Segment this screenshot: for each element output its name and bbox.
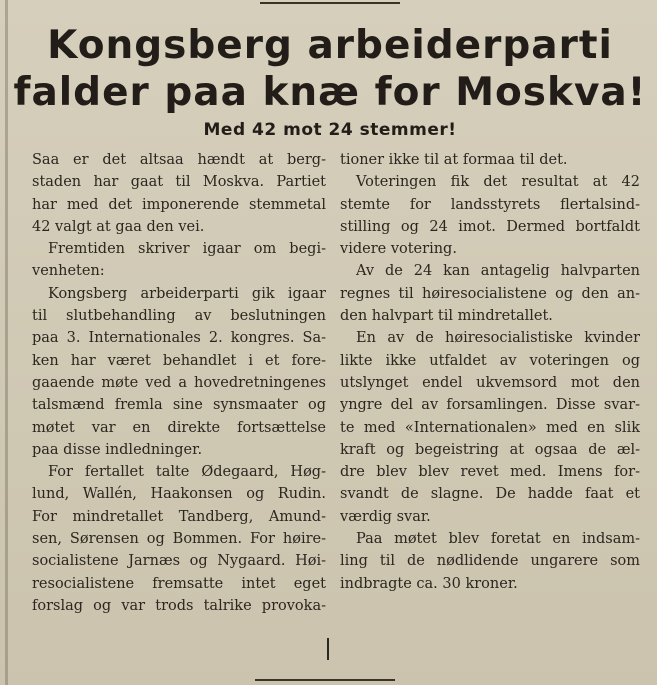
headline-line-2: falder paa knæ for Moskva! xyxy=(13,70,647,115)
text-line: sen, Sørensen og Bommen. For høire- xyxy=(32,531,326,548)
text-line: gaaende møte ved a hovedretningenes xyxy=(32,374,326,391)
page-edge-shadow xyxy=(5,0,8,685)
headline xyxy=(10,22,650,116)
text-line: den halvpart til mindretallet. xyxy=(340,308,553,325)
text-line: Av de 24 kan antagelig halvparten xyxy=(356,263,640,280)
text-line: svandt de slagne. De hadde faat et xyxy=(340,486,640,503)
text-line: resocialistene fremsatte intet eget xyxy=(32,575,326,592)
text-line: paa 3. Internationales 2. kongres. Sa- xyxy=(32,330,326,347)
text-line: tioner ikke til at formaa til det. xyxy=(340,152,568,168)
text-line: Paa møtet blev foretat en indsam- xyxy=(356,531,640,548)
text-line: stemte for landsstyrets flertalsind- xyxy=(340,196,640,213)
text-line: møtet var en direkte fortsættelse xyxy=(32,419,326,436)
text-line: For fertallet talte Ødegaard, Høg- xyxy=(48,464,326,481)
text-line: paa disse indledninger. xyxy=(32,441,203,458)
text-line: ken har været behandlet i et fore- xyxy=(32,352,326,369)
headline-line-1: Kongsberg arbeiderparti xyxy=(47,23,613,68)
text-line: videre votering. xyxy=(340,241,457,258)
text-line: talsmænd fremla sine synsmaater og xyxy=(32,397,326,414)
text-line: Fremtiden skriver igaar om begi- xyxy=(48,241,326,258)
text-line: lund, Wallén, Haakonsen og Rudin. xyxy=(32,486,326,503)
text-line: dre blev blev revet med. Imens for- xyxy=(340,464,640,481)
text-line: socialistene Jarnæs og Nygaard. Høi- xyxy=(32,553,326,570)
text-line: yngre del av forsamlingen. Disse svar- xyxy=(340,397,640,414)
text-line: har med det imponerende stemmetal xyxy=(32,196,326,213)
article-column-right xyxy=(340,149,640,595)
text-line: forslag og var trods talrike provoka- xyxy=(32,597,326,614)
text-line: staden har gaat til Moskva. Partiet xyxy=(32,174,326,191)
text-line: utslynget endel ukvemsord mot den xyxy=(340,374,640,391)
text-line: venheten: xyxy=(32,263,105,280)
article-column-left xyxy=(32,149,326,617)
text-line: For mindretallet Tandberg, Amund- xyxy=(32,508,326,525)
text-line: ling til de nødlidende ungarere som xyxy=(340,553,640,570)
subheadline: Med 42 mot 24 stemmer! xyxy=(203,120,457,140)
text-line: 42 valgt at gaa den vei. xyxy=(32,218,205,235)
bottom-rule xyxy=(255,679,395,681)
text-line: Saa er det altsaa hændt at berg- xyxy=(32,152,326,168)
text-line: Voteringen fik det resultat at 42 xyxy=(356,174,640,191)
column-divider xyxy=(327,638,329,660)
text-line: likte ikke utfaldet av voteringen og xyxy=(340,352,640,369)
text-line: Kongsberg arbeiderparti gik igaar xyxy=(48,285,326,302)
text-line: indbragte ca. 30 kroner. xyxy=(340,575,518,592)
text-line: stilling og 24 imot. Dermed bortfaldt xyxy=(340,218,640,235)
text-line: te med «Internationalen» med en slik xyxy=(340,419,640,436)
text-line: kraft og begeistring at ogsaa de æl- xyxy=(340,441,640,458)
text-line: værdig svar. xyxy=(340,508,431,525)
top-rule xyxy=(260,2,400,4)
text-line: til slutbehandling av beslutningen xyxy=(32,308,326,325)
text-line: En av de høiresocialistiske kvinder xyxy=(356,330,640,347)
text-line: regnes til høiresocialistene og den an- xyxy=(340,285,640,302)
